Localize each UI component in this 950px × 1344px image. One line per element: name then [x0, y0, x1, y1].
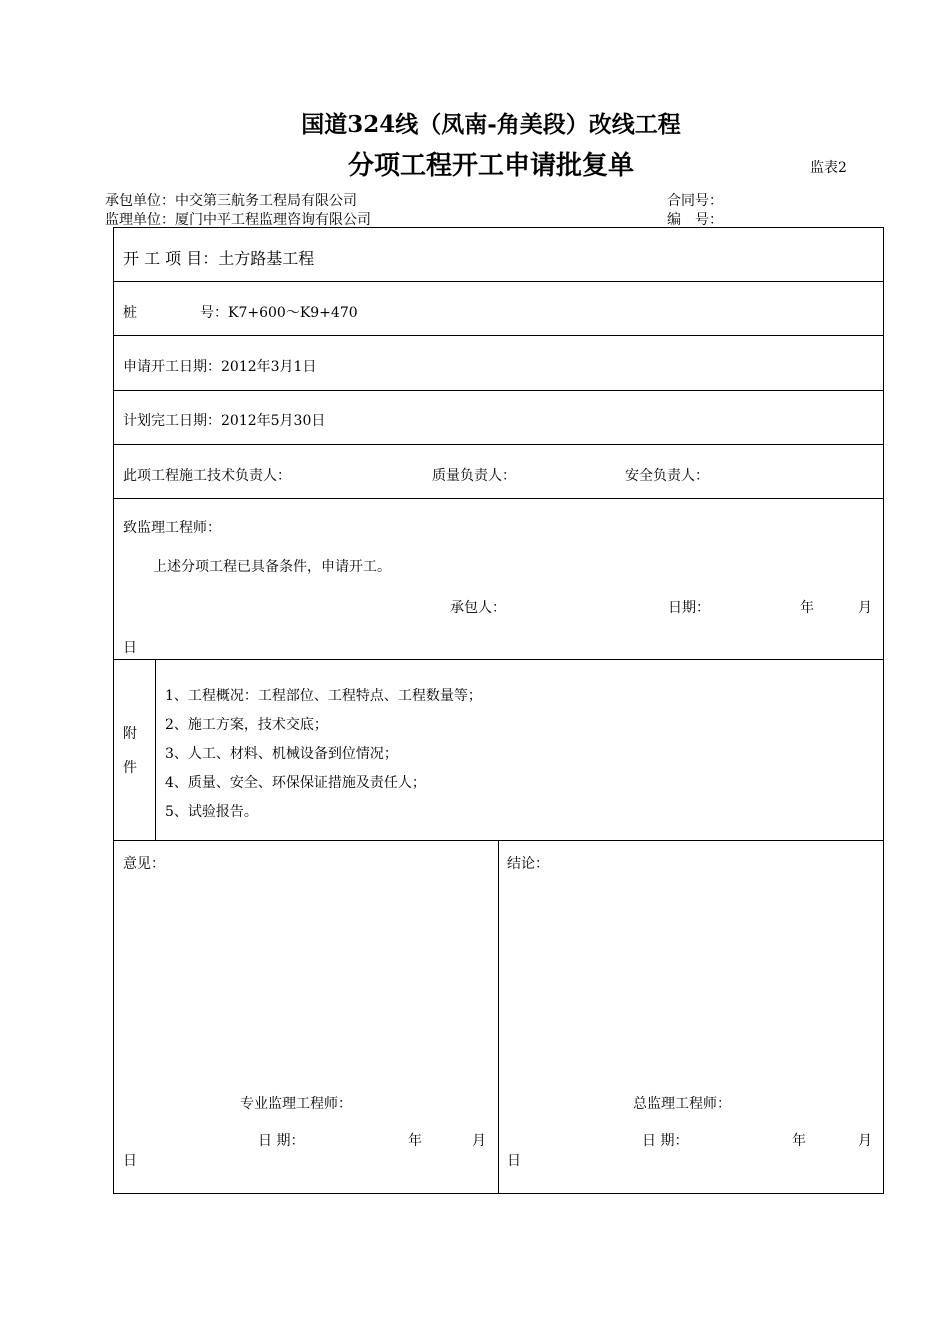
opinion-label: 意见： [123, 856, 165, 872]
review-day-label: 日 [123, 1153, 137, 1169]
row-divider [113, 444, 884, 445]
serial-number: 编 号： [667, 212, 723, 228]
chief-year-label: 年 [792, 1133, 806, 1149]
row-divider [113, 281, 884, 282]
row-divider [113, 390, 884, 391]
attachment-item: 4、质量、安全、环保保证措施及责任人； [165, 775, 426, 791]
attachment-label: 件 [123, 760, 137, 776]
specialist-engineer-label: 专业监理工程师： [240, 1096, 352, 1112]
row-divider [113, 335, 884, 336]
attachment-item: 5、试验报告。 [165, 804, 258, 820]
supervision-unit: 监理单位：厦门中平工程监理咨询有限公司 [105, 212, 371, 228]
to-engineer: 致监理工程师： [123, 520, 221, 536]
review-date-label: 日 期： [258, 1133, 305, 1149]
tech-lead-label: 此项工程施工技术负责人： [123, 468, 291, 484]
attachment-item: 1、工程概况：工程部位、工程特点、工程数量等； [165, 688, 482, 704]
day-label: 日 [123, 640, 137, 656]
end-date: 计划完工日期：2012年5月30日 [123, 413, 326, 429]
row-divider [113, 498, 884, 499]
start-date: 申请开工日期：2012年3月1日 [123, 359, 317, 375]
year-label: 年 [800, 600, 814, 616]
attachment-divider [155, 659, 156, 840]
form-number: 监表2 [810, 160, 847, 176]
attachment-item: 3、人工、材料、机械设备到位情况； [165, 746, 398, 762]
review-month-label: 月 [472, 1133, 486, 1149]
attachment-label: 附 [123, 726, 137, 742]
chainage-label: 桩 [123, 305, 137, 321]
document-title: 国道324线（凤南-角美段）改线工程 [301, 111, 681, 138]
contract-number: 合同号： [667, 193, 723, 209]
request-text: 上述分项工程已具备条件，申请开工。 [153, 559, 391, 575]
chainage-value: 号：K7+600～K9+470 [200, 305, 358, 321]
contractor-signature-label: 承包人： [450, 600, 506, 616]
date-label: 日期： [668, 600, 710, 616]
contractor-unit: 承包单位：中交第三航务工程局有限公司 [105, 193, 357, 209]
chief-engineer-label: 总监理工程师： [633, 1096, 731, 1112]
quality-lead-label: 质量负责人： [432, 468, 516, 484]
chief-date-label: 日 期： [642, 1133, 689, 1149]
review-divider [498, 840, 499, 1194]
form-title: 分项工程开工申请批复单 [347, 151, 634, 181]
conclusion-label: 结论： [507, 856, 549, 872]
safety-lead-label: 安全负责人： [625, 468, 709, 484]
row-divider [113, 659, 884, 660]
attachment-item: 2、施工方案，技术交底； [165, 717, 328, 733]
chief-month-label: 月 [858, 1133, 872, 1149]
review-year-label: 年 [408, 1133, 422, 1149]
project-name: 开 工 项 目：土方路基工程 [123, 249, 315, 268]
month-label: 月 [858, 600, 872, 616]
chief-day-label: 日 [507, 1153, 521, 1169]
